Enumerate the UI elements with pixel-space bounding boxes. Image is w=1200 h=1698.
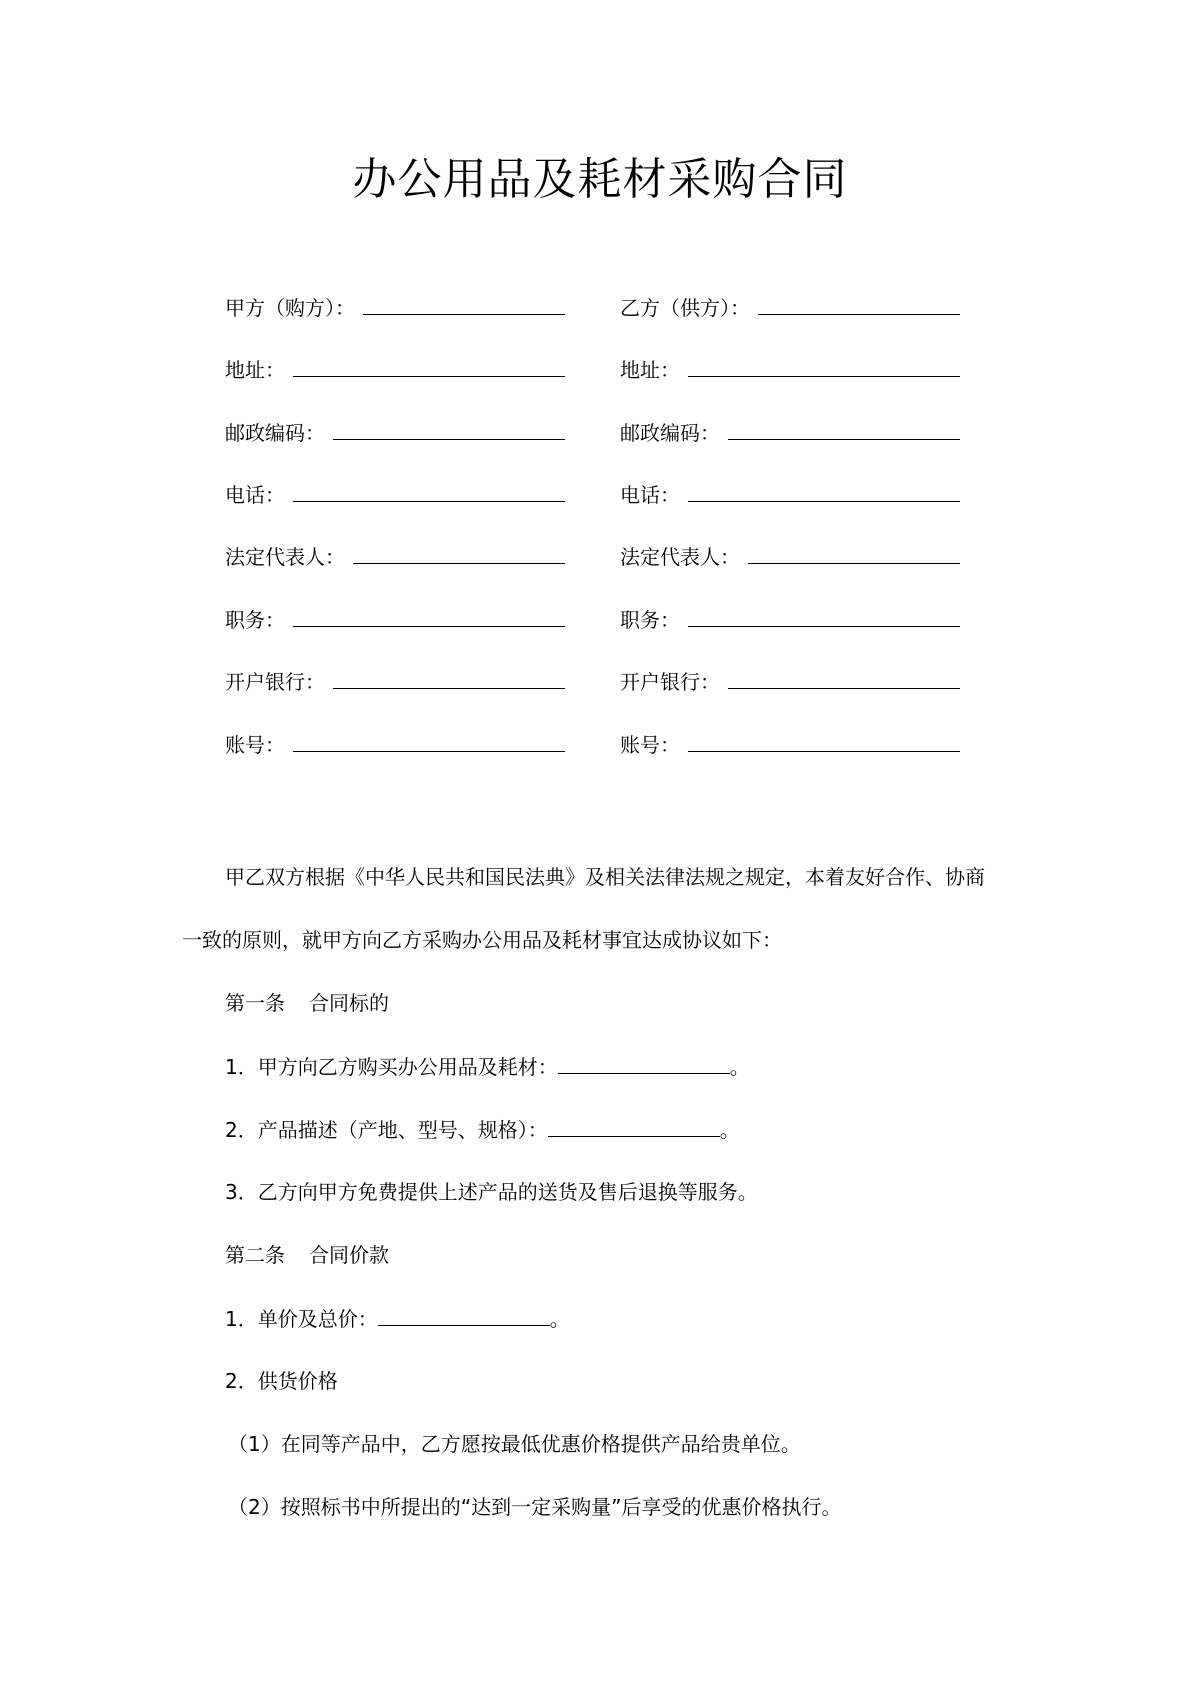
party-b-account-field[interactable] [688, 729, 960, 752]
party-a-position-label: 职务： [225, 608, 285, 632]
party-b-legal-rep-field[interactable] [748, 541, 960, 564]
article-2-heading [225, 1240, 389, 1270]
party-a-legal-rep-field[interactable] [353, 541, 565, 564]
article-1-item-2-text: 2．产品描述（产地、型号、规格）： [225, 1118, 548, 1142]
party-b-position-field[interactable] [688, 604, 960, 627]
party-b-postcode-row [620, 417, 960, 447]
party-a-bank-row [225, 666, 565, 696]
party-a-legal-rep-label: 法定代表人： [225, 545, 345, 569]
party-b-position-row [620, 604, 960, 634]
party-b-name-row [620, 292, 960, 322]
period: 。 [719, 1118, 740, 1142]
article-2-item-2: 2．供货价格 [225, 1369, 338, 1393]
article-2-sub-1: （1）在同等产品中，乙方愿按最低优惠价格提供产品给贵单位。 [228, 1432, 801, 1456]
party-b-address-row [620, 354, 960, 384]
period: 。 [549, 1307, 570, 1331]
party-a-position-field[interactable] [293, 604, 565, 627]
party-a-postcode-label: 邮政编码： [225, 421, 325, 445]
party-b-legal-rep-row [620, 541, 960, 571]
party-a-position-row [225, 604, 565, 634]
party-a-bank-label: 开户银行： [225, 670, 325, 694]
party-b-phone-label: 电话： [620, 483, 680, 507]
party-a-address-field[interactable] [293, 354, 565, 377]
party-a-postcode-row [225, 417, 565, 447]
product-description-field[interactable] [548, 1114, 720, 1137]
party-a-address-row [225, 354, 565, 384]
party-b-name-label: 乙方（供方）： [620, 296, 750, 320]
intro-line-2: 一致的原则，就甲方向乙方采购办公用品及耗材事宜达成协议如下： [182, 928, 782, 952]
party-a-account-row [225, 729, 565, 759]
party-b-bank-field[interactable] [728, 666, 960, 689]
party-a-account-label: 账号： [225, 733, 285, 757]
article-1-item-2 [225, 1114, 740, 1145]
article-2-title: 合同价款 [309, 1243, 389, 1267]
party-b-legal-rep-label: 法定代表人： [620, 545, 740, 569]
goods-field[interactable] [558, 1051, 730, 1074]
party-a-bank-field[interactable] [333, 666, 565, 689]
intro-line-1: 甲乙双方根据《中华人民共和国民法典》及相关法律法规之规定，本着友好合作、协商 [225, 865, 985, 889]
party-a-address-label: 地址： [225, 358, 285, 382]
party-b-postcode-field[interactable] [728, 417, 960, 440]
party-b-address-label: 地址： [620, 358, 680, 382]
price-field[interactable] [378, 1303, 550, 1326]
article-1-heading [225, 988, 389, 1018]
party-b-account-label: 账号： [620, 733, 680, 757]
party-b-postcode-label: 邮政编码： [620, 421, 720, 445]
party-a-phone-label: 电话： [225, 483, 285, 507]
party-a-account-field[interactable] [293, 729, 565, 752]
party-a-phone-row [225, 479, 565, 509]
party-a-postcode-field[interactable] [333, 417, 565, 440]
article-1-item-3: 3．乙方向甲方免费提供上述产品的送货及售后退换等服务。 [225, 1180, 758, 1204]
party-b-phone-row [620, 479, 960, 509]
article-2-number: 第二条 [225, 1243, 285, 1267]
party-b-position-label: 职务： [620, 608, 680, 632]
party-a-legal-rep-row [225, 541, 565, 571]
article-1-item-1 [225, 1051, 750, 1082]
party-a-name-label: 甲方（购方）： [225, 296, 355, 320]
party-a-name-field[interactable] [363, 292, 565, 315]
article-1-item-1-text: 1．甲方向乙方购买办公用品及耗材： [225, 1055, 558, 1079]
document-title: 办公用品及耗材采购合同 [352, 154, 848, 205]
article-2-sub-2: （2）按照标书中所提出的“达到一定采购量”后享受的优惠价格执行。 [228, 1495, 842, 1519]
period: 。 [729, 1055, 750, 1079]
article-1-title: 合同标的 [309, 991, 389, 1015]
party-b-address-field[interactable] [688, 354, 960, 377]
party-b-name-field[interactable] [758, 292, 960, 315]
party-b-account-row [620, 729, 960, 759]
party-a-phone-field[interactable] [293, 479, 565, 502]
party-b-bank-row [620, 666, 960, 696]
party-b-bank-label: 开户银行： [620, 670, 720, 694]
article-2-item-1-text: 1．单价及总价： [225, 1307, 378, 1331]
article-2-item-1 [225, 1303, 570, 1334]
article-1-number: 第一条 [225, 991, 285, 1015]
party-b-phone-field[interactable] [688, 479, 960, 502]
party-a-name-row [225, 292, 565, 322]
